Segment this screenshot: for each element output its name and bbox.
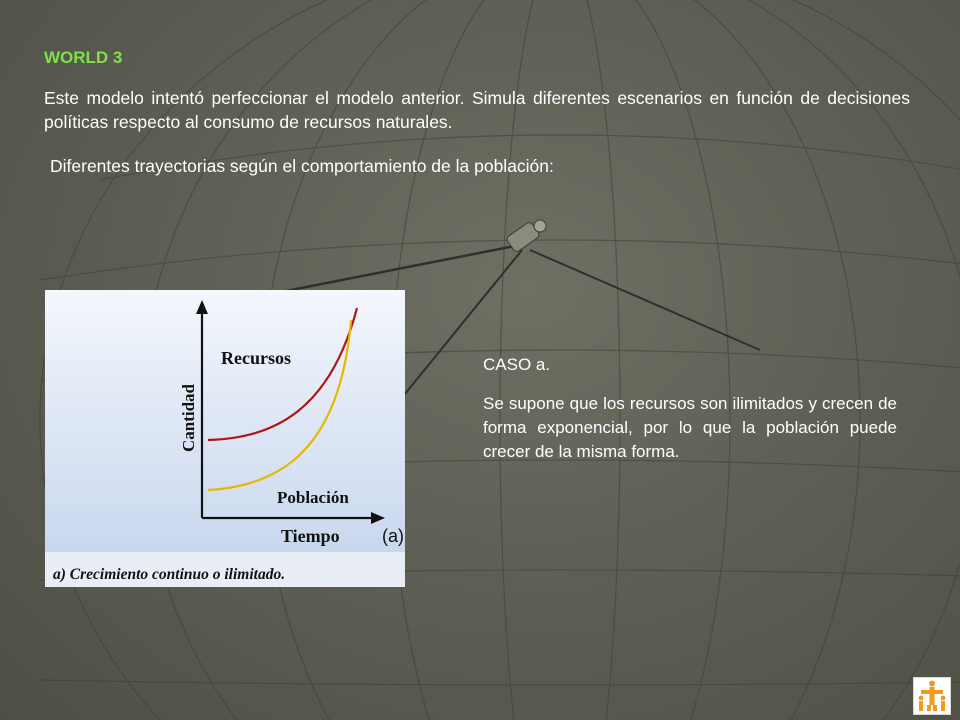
trajectories-subtitle: Diferentes trayectorias según el comportamiento de la población: xyxy=(50,156,554,176)
logo-graphic xyxy=(914,678,950,714)
x-axis-label: Tiempo xyxy=(281,526,340,546)
intro-paragraph: Este modelo intentó perfeccionar el modelo anterior. Simula diferentes escenarios en función de decisiones políticas respecto al consumo de recursos naturales. xyxy=(44,88,910,132)
y-axis-label: Cantidad xyxy=(179,383,198,453)
case-description: Se supone que los recursos son ilimitados y crecen de forma exponencial, por lo que la población puede crecer de la misma forma. xyxy=(483,394,897,461)
slide-title: WORLD 3 xyxy=(44,48,123,67)
resources-label: Recursos xyxy=(221,348,291,368)
people-family-logo-icon[interactable] xyxy=(913,677,951,715)
panel-label: (a) xyxy=(382,526,404,546)
diagram-caption: a) Crecimiento continuo o ilimitado. xyxy=(53,566,286,583)
population-label: Población xyxy=(277,488,349,507)
growth-diagram xyxy=(45,290,405,587)
case-title: CASO a. xyxy=(483,355,551,374)
